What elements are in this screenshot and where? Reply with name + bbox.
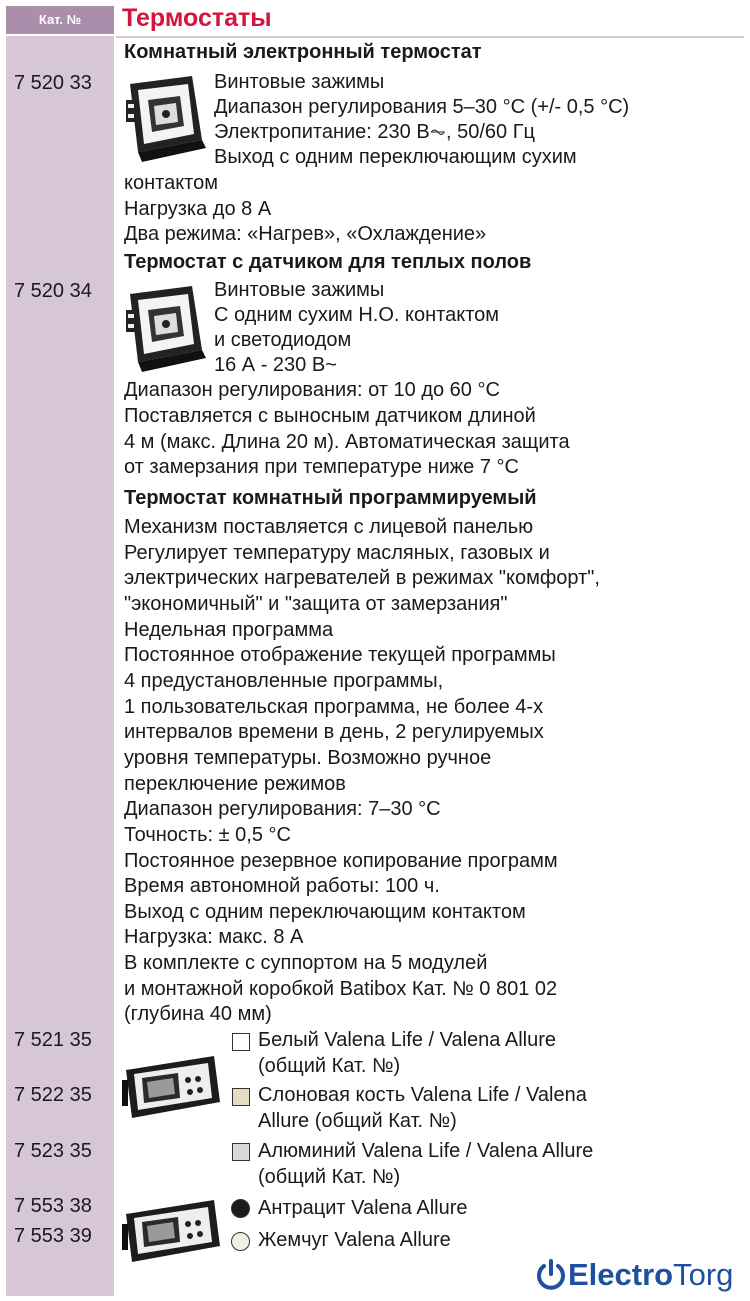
cat-number: 7 522 35 <box>14 1084 92 1106</box>
spec-line: 16 А - 230 В~ <box>214 354 337 376</box>
logo-text-electro: Electro <box>568 1257 674 1292</box>
product-title-room-thermostat: Комнатный электронный термостат <box>124 41 482 63</box>
logo-text-torg: Torg <box>673 1257 734 1292</box>
cat-number-header: Кат. № <box>6 6 114 34</box>
spec-line: (глубина 40 мм) <box>124 1003 272 1025</box>
spec-line: В комплекте с суппортом на 5 модулей <box>124 952 488 974</box>
spec-line: Винтовые зажимы <box>214 279 385 301</box>
spec-line: Винтовые зажимы <box>214 71 385 93</box>
header-divider <box>116 36 744 38</box>
spec-line: Поставляется с выносным датчиком длиной <box>124 405 536 427</box>
electrotorg-logo <box>534 1258 733 1292</box>
floor-thermostat-mechanism-icon <box>122 280 208 376</box>
programmable-thermostat-allure-icon <box>122 1196 224 1266</box>
variant-line: (общий Кат. №) <box>258 1166 401 1188</box>
cat-number: 7 553 38 <box>14 1195 92 1217</box>
variant-line: Белый Valena Life / Valena Allure <box>258 1029 556 1051</box>
color-swatch-aluminium <box>232 1143 250 1161</box>
spec-line: контактом <box>124 172 218 194</box>
spec-line: Постоянное резервное копирование программ <box>124 850 558 872</box>
color-dot-pearl <box>231 1232 250 1251</box>
spec-line: от замерзания при температуре ниже 7 °C <box>124 456 519 478</box>
spec-line: Выход с одним переключающим контактом <box>124 901 526 923</box>
spec-line: переключение режимов <box>124 773 346 795</box>
spec-line: и светодиодом <box>214 329 352 351</box>
spec-line: уровня температуры. Возможно ручное <box>124 747 492 769</box>
spec-line: Точность: ± 0,5 °C <box>124 824 291 846</box>
color-dot-anthracite <box>231 1199 250 1218</box>
cat-number: 7 520 34 <box>14 280 92 302</box>
spec-line: "экономичный" и "защита от замерзания" <box>124 593 508 615</box>
product-title-floor-thermostat: Термостат с датчиком для теплых полов <box>124 251 532 273</box>
spec-line: Диапазон регулирования: 7–30 °C <box>124 798 441 820</box>
spec-line: Механизм поставляется с лицевой панелью <box>124 516 534 538</box>
spec-line: Диапазон регулирования: от 10 до 60 °C <box>124 379 500 401</box>
spec-line: Выход с одним переключающим сухим <box>214 146 577 168</box>
power-icon <box>534 1258 568 1292</box>
spec-line: интервалов времени в день, 2 регулируемых <box>124 721 544 743</box>
variant-line: Антрацит Valena Allure <box>258 1197 468 1219</box>
color-swatch-white <box>232 1033 250 1051</box>
variant-line: Allure (общий Кат. №) <box>258 1110 457 1132</box>
variant-line: (общий Кат. №) <box>258 1055 401 1077</box>
spec-line: и монтажной коробкой Batibox Кат. № 0 801 02 <box>124 978 558 1000</box>
spec-line: Недельная программа <box>124 619 334 641</box>
spec-line: Два режима: «Нагрев», «Охлаждение» <box>124 223 487 245</box>
cat-number: 7 553 39 <box>14 1225 92 1247</box>
variant-line: Алюминий Valena Life / Valena Allure <box>258 1140 594 1162</box>
section-title: Термостаты <box>122 4 272 32</box>
spec-line: 1 пользовательская программа, не более 4-х <box>124 696 544 718</box>
spec-line: Нагрузка: макс. 8 А <box>124 926 304 948</box>
spec-line: Постоянное отображение текущей программы <box>124 644 556 666</box>
spec-line: С одним сухим Н.О. контактом <box>214 304 500 326</box>
spec-line: Время автономной работы: 100 ч. <box>124 875 440 897</box>
spec-line: 4 м (макс. Длина 20 м). Автоматическая защита <box>124 431 570 453</box>
cat-number: 7 521 35 <box>14 1029 92 1051</box>
spec-line: Регулирует температуру масляных, газовых и <box>124 542 550 564</box>
spec-line: Диапазон регулирования 5–30 °C (+/- 0,5 °C) <box>214 96 630 118</box>
spec-line: электрических нагревателей в режимах "комфорт", <box>124 567 600 589</box>
variant-line: Слоновая кость Valena Life / Valena <box>258 1084 587 1106</box>
thermostat-mechanism-icon <box>122 70 208 166</box>
cat-number: 7 523 35 <box>14 1140 92 1162</box>
product-title-programmable-thermostat: Термостат комнатный программируемый <box>124 487 537 509</box>
spec-line: Нагрузка до 8 А <box>124 198 272 220</box>
cat-number: 7 520 33 <box>14 72 92 94</box>
color-swatch-ivory <box>232 1088 250 1106</box>
spec-line: 4 предустановленные программы, <box>124 670 444 692</box>
variant-line: Жемчуг Valena Allure <box>258 1229 451 1251</box>
programmable-thermostat-icon <box>122 1052 224 1122</box>
spec-line: Электропитание: 230 В⏦, 50/60 Гц <box>214 121 536 143</box>
